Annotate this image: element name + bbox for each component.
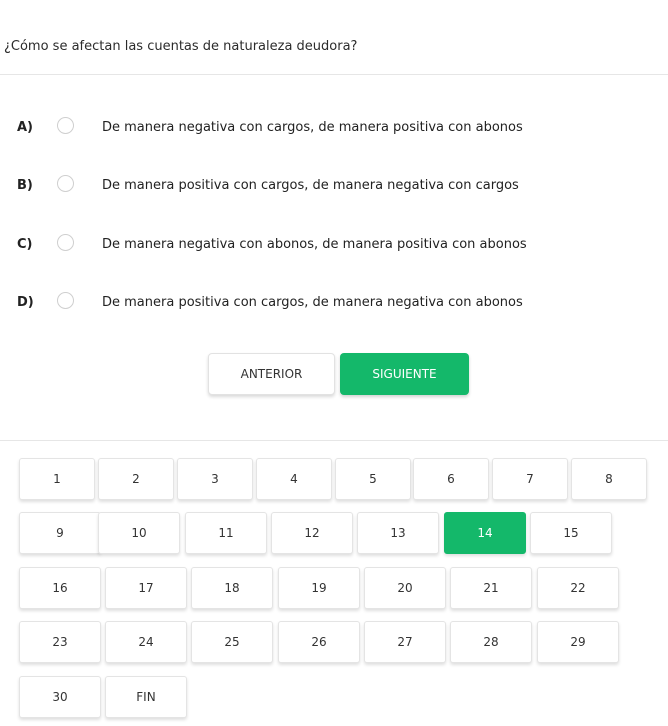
pager-question-16[interactable]: 16: [19, 567, 101, 609]
pager-question-6[interactable]: 6: [413, 458, 489, 500]
pager-question-20[interactable]: 20: [364, 567, 446, 609]
pager-question-10[interactable]: 10: [98, 512, 180, 554]
option-letter: D): [17, 294, 34, 310]
next-button[interactable]: SIGUIENTE: [340, 353, 469, 395]
pager-question-18[interactable]: 18: [191, 567, 273, 609]
pager-question-5[interactable]: 5: [335, 458, 411, 500]
pager-question-19[interactable]: 19: [278, 567, 360, 609]
pager-question-12[interactable]: 12: [271, 512, 353, 554]
option-c[interactable]: [0, 232, 668, 256]
pager-question-23[interactable]: 23: [19, 621, 101, 663]
pager-question-30[interactable]: 30: [19, 676, 101, 718]
pager-question-21[interactable]: 21: [450, 567, 532, 609]
pager-question-3[interactable]: 3: [177, 458, 253, 500]
pager-question-9[interactable]: 9: [19, 512, 101, 554]
option-d[interactable]: [0, 290, 668, 314]
pager-finish-button[interactable]: FIN: [105, 676, 187, 718]
pager-question-26[interactable]: 26: [278, 621, 360, 663]
radio-option-b[interactable]: [57, 175, 74, 192]
option-letter: B): [17, 177, 33, 193]
radio-option-c[interactable]: [57, 234, 74, 251]
pager-question-13[interactable]: 13: [357, 512, 439, 554]
option-text: De manera positiva con cargos, de manera negativa con abonos: [102, 294, 523, 310]
option-text: De manera negativa con cargos, de manera positiva con abonos: [102, 119, 523, 135]
pager-question-27[interactable]: 27: [364, 621, 446, 663]
pager-question-24[interactable]: 24: [105, 621, 187, 663]
pager-question-1[interactable]: 1: [19, 458, 95, 500]
pager-question-25[interactable]: 25: [191, 621, 273, 663]
pager-question-14[interactable]: 14: [444, 512, 526, 554]
pager-question-15[interactable]: 15: [530, 512, 612, 554]
previous-button[interactable]: ANTERIOR: [208, 353, 335, 395]
pager-question-2[interactable]: 2: [98, 458, 174, 500]
pager-question-4[interactable]: 4: [256, 458, 332, 500]
pager-question-8[interactable]: 8: [571, 458, 647, 500]
question-divider: [0, 74, 668, 75]
pager-question-17[interactable]: 17: [105, 567, 187, 609]
pager-question-29[interactable]: 29: [537, 621, 619, 663]
radio-option-a[interactable]: [57, 117, 74, 134]
pager-divider: [0, 440, 668, 441]
option-letter: C): [17, 236, 33, 252]
option-text: De manera positiva con cargos, de manera negativa con cargos: [102, 177, 519, 193]
pager-question-7[interactable]: 7: [492, 458, 568, 500]
option-text: De manera negativa con abonos, de manera positiva con abonos: [102, 236, 527, 252]
pager-question-28[interactable]: 28: [450, 621, 532, 663]
radio-option-d[interactable]: [57, 292, 74, 309]
question-text: ¿Cómo se afectan las cuentas de naturaleza deudora?: [4, 39, 358, 54]
option-b[interactable]: [0, 173, 668, 197]
option-letter: A): [17, 119, 34, 135]
pager-question-22[interactable]: 22: [537, 567, 619, 609]
option-a[interactable]: [0, 115, 668, 139]
pager-question-11[interactable]: 11: [185, 512, 267, 554]
